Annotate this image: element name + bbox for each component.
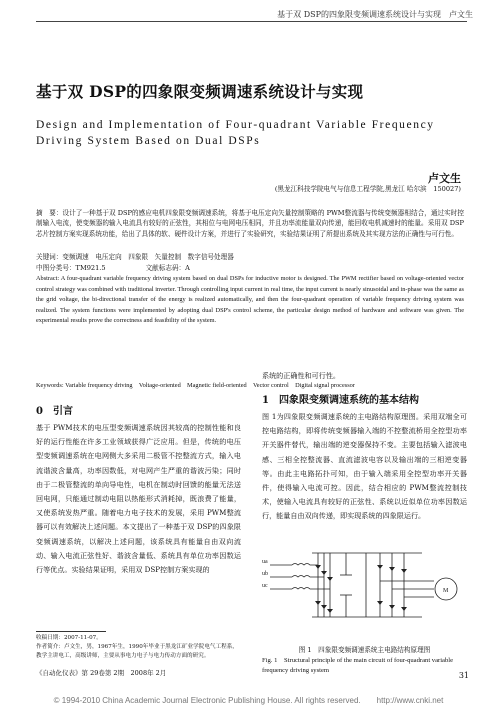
label-ub: ub bbox=[262, 571, 268, 577]
structure-body: 图 1为四象限变频调速系统的主电路结构原理图。采用双端全可控电路结构，即将传统变频器输入端的不控整流桥用全控型功率开关器件替代，输出端的逆变器保持不变。主要包括输入滤波电感、三相全控整流器、直流滤波电容以及输出端的三相逆变器等。由此主电路拓扑可知，由于输入端采用全控型功率开关器件，使得输入电流可控。因此，结合相应的 PWM整流控制技术，使输入电流具有较好的正弦性、系统以近似单位功率因数运行，能量自由双向传递，即实现系统的四象限运行。 bbox=[262, 412, 467, 521]
introduction-body: 基于 PWM技术的电压型变频调速系统因其较高的控制性能和良好的运行性能在许多工业领域获得广泛应用。但是，传统的电压型变频调速系统在电网侧大多采用二极管不控整流方式，输入电流谐波含量高，功率因数低，对电网产生严重的谐波污染；同时由于二极管整流的单向导电性，电机在制动时回馈的能量无法送回电网，只能通过制动电阻以热能形式消耗掉，既浪费了能量，又使系统发热严重。随着电力电子技术的发展，采用 PWM整流器可以有效解决上述问题。本文提出了一种基于双 DSP的四象限变频调速系统，以解决上述问题，该系统具有能量自由双向流动、输入电流正弦性好、谐波含量低、系统具有单位功率因数运行等优点。实验结果证明，采用双 DSP控制方案实现的 bbox=[36, 423, 241, 575]
main-circuit-diagram bbox=[262, 545, 467, 637]
paper-title-cn: 基于双 DSP的四象限变频调速系统设计与实现 bbox=[36, 82, 364, 101]
header-rule bbox=[36, 21, 467, 22]
document-code: 文献标志码：A bbox=[145, 264, 190, 272]
author-name: 卢文生 bbox=[428, 172, 461, 185]
footnote-rule bbox=[36, 631, 106, 632]
copyright-footer: © 1994-2010 China Academic Journal Electronic Publishing House. All rights reserved. http://www.cnki.net bbox=[53, 696, 444, 705]
label-ua: ua bbox=[262, 559, 268, 565]
classification-line bbox=[36, 262, 464, 272]
figure-label-en: Fig. 1 bbox=[262, 657, 278, 664]
page-number: 31 bbox=[458, 671, 469, 680]
section-heading-structure: 1 四象限变频调速系统的基本结构 bbox=[262, 395, 419, 406]
keywords-cn: 关键词：变频调速 电压定向 四象限 矢量控制 数字信号处理器 bbox=[36, 253, 234, 261]
author-affiliation: (黑龙江科技学院电气与信息工程学院,黑龙江 哈尔滨 150027) bbox=[274, 185, 461, 193]
section1-lead-text: 系统的正确性和可行性。 bbox=[262, 371, 341, 380]
figure-caption-en-text: Structural principle of the main circuit of four-quadrant variable frequency driving system bbox=[262, 657, 454, 674]
abstract-cn: 摘 要：设计了一种基于双 DSP的感应电机四象限变频调速系统，将基于电压定向矢量控制策略的 PWM整流器与传统变频器相结合，通过实时控制输入电流，使变频器的输入电流具有较好的正弦性，其相位与电网电压相同，并且功率流能量双向传递，能回收电机减速时的能量。采用双 DSP芯片控制方案实现系统功能，给出了具体的软、硬件设计方案，并进行了实验研究，实验结果证明了所提出系统及其实现方法的正确性与可行性。 bbox=[36, 209, 464, 238]
clc-number: 中图分类号：TM921.5 bbox=[36, 264, 106, 272]
figure-caption-cn: 图 1 四象限变频调速系统主电路结构原理图 bbox=[298, 646, 431, 654]
section-heading-introduction: 0 引言 bbox=[36, 406, 73, 417]
paper-title-en: Design and Implementation of Four-quadrant Variable Frequency Driving System Based on Dual DSPs bbox=[36, 119, 435, 147]
label-uc: uc bbox=[262, 583, 268, 589]
footnotes bbox=[36, 634, 241, 678]
figure-caption-en bbox=[262, 656, 467, 676]
footnote-received: 收稿日期：2007-11-07。 bbox=[36, 635, 102, 641]
keywords-en: Keywords: Variable frequency driving Voltage-oriented Magnetic field-oriented Vector control Digital signal processor bbox=[36, 382, 355, 389]
label-motor: M bbox=[443, 588, 449, 594]
abstract-en: Abstract: A four-quadrant variable frequency driving system based on dual DSPs for inductive motor is designed. The PWM rectifier based on voltage-oriented vector control strategy was combined with traditional inverter. Through controlling input current in real time, the input current is nearly sinusoidal and in-phase was the same as the grid voltage, the bi-directional transfer of the energy is realized automatically, and then the four-quadrant operation of variable frequency driving system was realized. The system functions were implemented by adopting dual DSP's control scheme, the particular design method of hardware and software was given. The experimental results prove the correctness and feasibility of the system. bbox=[36, 275, 464, 324]
journal-info: 《自动化仪表》第 29卷第 2期 2008年 2月 bbox=[36, 669, 167, 677]
footnote-bio: 作者简介：卢文生，男，1967年生，1990年毕业于黑龙江矿业学院电气工程系，教学主讲电工，高级讲师，主要从事电力电子与电力传动方面的研究。 bbox=[36, 644, 238, 659]
running-head: 基于双 DSP的四象限变频调速系统设计与实现 卢文生 bbox=[277, 10, 473, 19]
